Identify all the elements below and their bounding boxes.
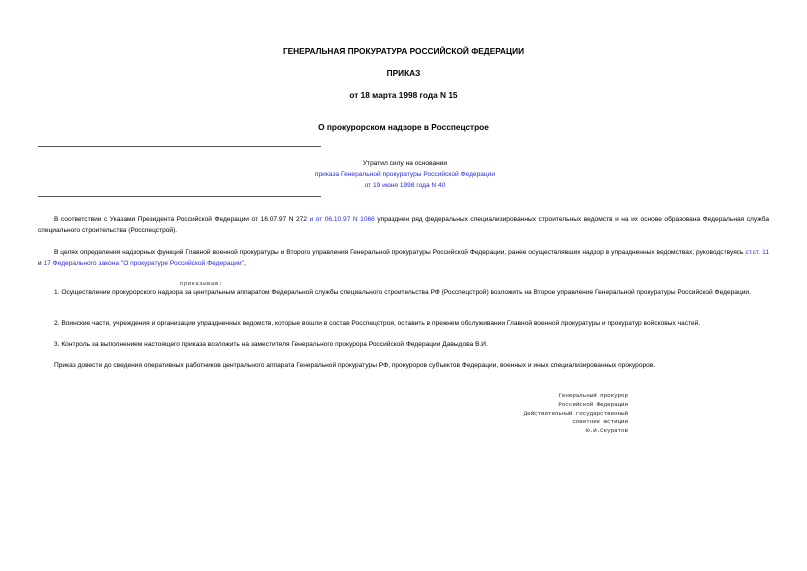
order-word: приказываю: [180, 280, 223, 287]
paragraph-decrees [38, 214, 769, 237]
document-type: ПРИКАЗ [386, 68, 421, 78]
item-3: 3. Контроль за выполнением настоящего приказа возложить на заместителя Генерального прокурора Российской Федерации Давыдова В.И. [54, 341, 488, 348]
paragraph-purpose [38, 247, 769, 270]
status-note-date-link[interactable]: от 19 июня 1998 года N 40 [364, 182, 446, 190]
signature-block [496, 392, 628, 436]
paragraph-purpose-end: , [243, 260, 246, 268]
top-divider [38, 146, 321, 147]
law-article-link[interactable]: ст.ст. 11 [745, 249, 769, 256]
paragraph-purpose-text: В целях определения надзорных функций Главной военной прокуратуры и Второго управления Генеральной прокуратуры Российской Федерации, ранее осуществлявших надзор в упраздненных ведомствах, руководствуясь [54, 249, 746, 256]
status-note-link[interactable]: приказа Генеральной прокуратуры Российской Федерации [314, 171, 496, 179]
status-note [300, 158, 510, 192]
item-1: 1. Осуществление прокурорского надзора за центральным аппаратом Федеральной службы специального строительства РФ (Росспецстрой) возложить на Второе управление Генеральной прокуратуры Российской Федерации. [54, 289, 751, 296]
federal-law-link[interactable]: 17 Федерального закона "О прокуратуре Российской Федерации" [43, 260, 244, 268]
signature-rank: Действительный государственный [523, 409, 628, 417]
closing-paragraph: Приказ довести до сведения оперативных работников центрального аппарата Генеральной прокуратуры РФ, прокуроров субъектов Федерации, военных и иных специализированных прокуроров. [54, 362, 656, 369]
decree-link[interactable]: и от 06.10.97 N 1066 [309, 216, 375, 223]
paragraph-decrees-text-end: упразднен ряд федеральных специализированных строительных ведомств и на их основе образована Федеральная служба специального строительства (Росспецстрой). [38, 216, 769, 235]
signature-name: Ю.И.Скуратов [586, 427, 628, 435]
signature-rank-2: советник юстиции [572, 418, 628, 426]
signature-country: Российской Федерации [558, 400, 628, 408]
organization-title: ГЕНЕРАЛЬНАЯ ПРОКУРАТУРА РОССИЙСКОЙ ФЕДЕРАЦИИ [282, 46, 525, 56]
paragraph-purpose-conj: и [38, 260, 44, 268]
signature-title: Генеральный прокурор [558, 392, 628, 399]
date-number: от 18 марта 1998 года N 15 [349, 90, 458, 100]
bottom-divider [38, 196, 321, 197]
document-subject: О прокурорском надзоре в Росспецстрое [318, 122, 489, 132]
status-note-line1: Утратил силу на основании [362, 160, 448, 167]
paragraph-decrees-text: В соответствии с Указами Президента Российской Федерации от 16.07.97 N 272 [54, 216, 310, 223]
item-2: 2. Воинские части, учреждения и организации упраздненных ведомств, которые вошли в состав Росспецстроя, оставить в прежнем обслуживании Главной военной прокуратуры и прокуратур войсковых частей. [54, 320, 701, 327]
